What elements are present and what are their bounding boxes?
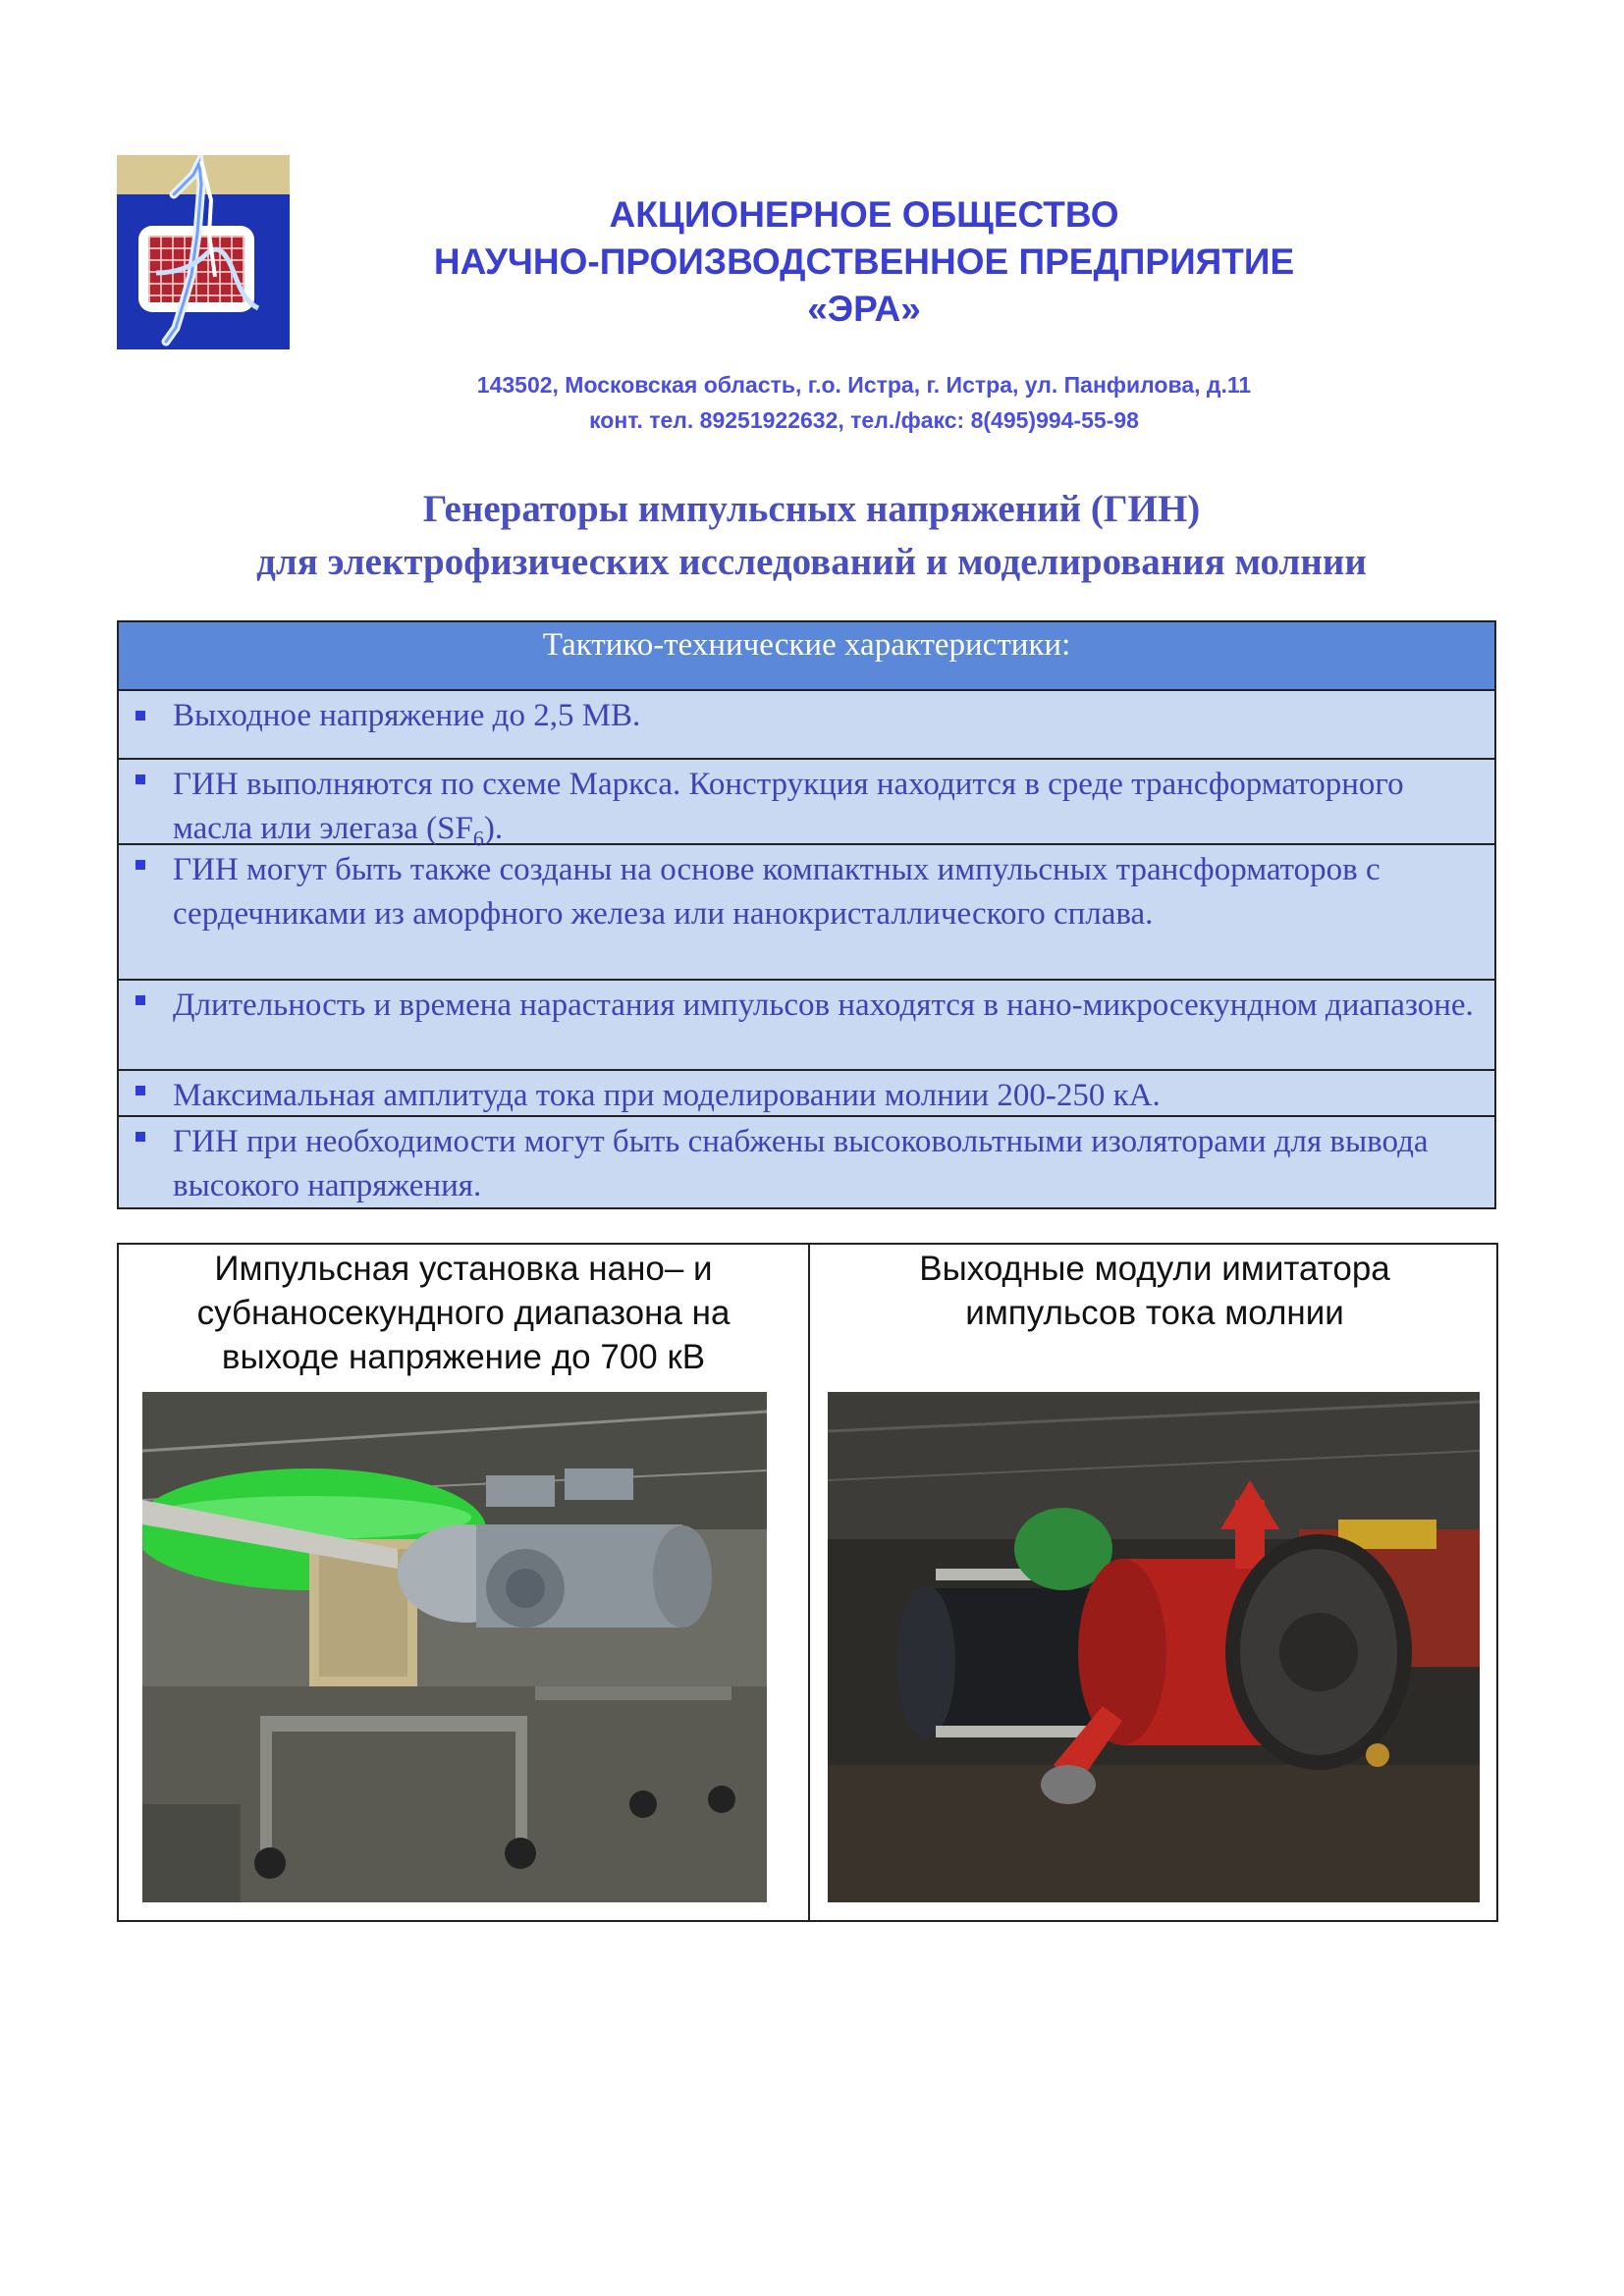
square-bullet-icon bbox=[135, 711, 145, 721]
specs-table bbox=[117, 620, 1496, 1209]
right-caption-line: Выходные модули имитатора bbox=[919, 1250, 1390, 1288]
specs-header: Тактико-технические характеристики: bbox=[119, 622, 1494, 691]
right-caption-line: импульсов тока молнии bbox=[965, 1294, 1344, 1332]
left-caption-line: выходе напряжение до 700 кВ bbox=[221, 1338, 706, 1376]
spec-text: Максимальная амплитуда тока при моделировании молнии 200-250 кА. bbox=[173, 1078, 1161, 1113]
company-logo bbox=[117, 155, 290, 349]
spec-row bbox=[119, 760, 1494, 851]
square-bullet-icon bbox=[135, 860, 145, 870]
org-line-2: НАУЧНО-ПРОИЗВОДСТВЕННОЕ ПРЕДПРИЯТИЕ bbox=[433, 241, 1295, 282]
spec-subscript: 6 bbox=[472, 826, 484, 851]
spec-text-main: ГИН выполняются по схеме Маркса. Конструкция находится в среде трансформаторного масла или элегаза (SF bbox=[173, 767, 1404, 846]
pulse-installation-image bbox=[142, 1392, 767, 1902]
left-caption-line: субнаносекундного диапазона на bbox=[196, 1294, 731, 1332]
spec-row bbox=[119, 981, 1494, 1071]
square-bullet-icon bbox=[135, 995, 145, 1005]
spec-text: ГИН при необходимости могут быть снабжены высоковольтными изоляторами для вывода высокого напряжения. bbox=[173, 1124, 1429, 1203]
lightning-modules-image bbox=[828, 1392, 1480, 1902]
document-title bbox=[117, 483, 1506, 589]
photos-table bbox=[117, 1243, 1498, 1922]
org-line-3: «ЭРА» bbox=[807, 289, 921, 329]
address-line: 143502, Московская область, г.о. Истра, г. Истра, ул. Панфилова, д.11 bbox=[476, 372, 1252, 398]
org-line-1: АКЦИОНЕРНОЕ ОБЩЕСТВО bbox=[609, 194, 1119, 235]
square-bullet-icon bbox=[135, 1132, 145, 1142]
spec-text-suffix: ). bbox=[483, 811, 504, 846]
spec-row bbox=[119, 1071, 1494, 1117]
organization-name bbox=[324, 191, 1404, 333]
square-bullet-icon bbox=[135, 774, 145, 784]
spec-text: Выходное напряжение до 2,5 МВ. bbox=[173, 698, 641, 733]
address-block bbox=[324, 367, 1404, 438]
column-divider bbox=[808, 1245, 810, 1920]
title-line-2: для электрофизических исследований и моделирования молнии bbox=[256, 541, 1367, 583]
title-line-1: Генераторы импульсных напряжений (ГИН) bbox=[422, 488, 1201, 530]
square-bullet-icon bbox=[135, 1086, 145, 1095]
left-caption-line: Импульсная установка нано– и bbox=[214, 1250, 713, 1288]
right-caption bbox=[810, 1247, 1499, 1335]
spec-row bbox=[119, 845, 1494, 981]
spec-row bbox=[119, 691, 1494, 760]
left-photo bbox=[142, 1392, 767, 1902]
spec-text: Длительность и времена нарастания импульсов находятся в нано-микросекундном диапазоне. bbox=[173, 988, 1474, 1023]
spec-row bbox=[119, 1117, 1494, 1207]
company-logo-icon bbox=[117, 155, 290, 349]
contacts-line: конт. тел. 89251922632, тел./факс: 8(495)994-55-98 bbox=[589, 407, 1139, 433]
right-photo bbox=[828, 1392, 1480, 1902]
spec-text: ГИН могут быть также созданы на основе компактных импульсных трансформаторов с сердечниками из аморфного железа или нанокристаллического сплава. bbox=[173, 852, 1380, 932]
left-caption bbox=[119, 1247, 808, 1379]
